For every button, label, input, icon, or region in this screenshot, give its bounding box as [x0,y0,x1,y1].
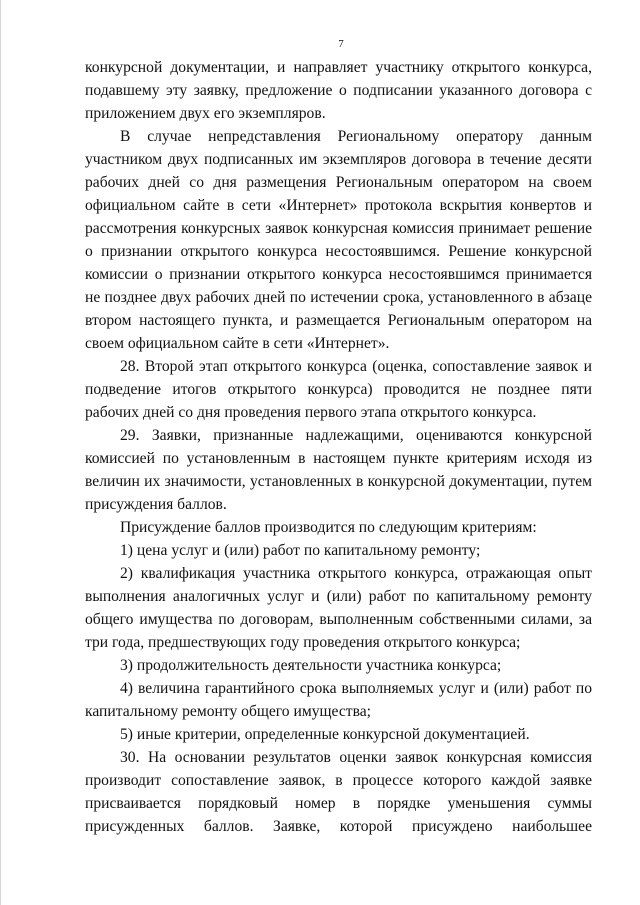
document-body [85,56,592,838]
criterion-1: 1) цена услуг и (или) работ по капитальному ремонту; [120,542,481,559]
paragraph-non-submission: В случае непредставления Региональному оператору данным участником двух подписанных им экземпляров договора в течение десяти рабочих дней со дня размещения Региональным оператором на своем официальном сайте в сети «Интернет» протокола вскрытия конвертов и рассмотрения конкурсных заявок конкурсная комиссия принимает решение о признании открытого конкурса несостоявшимся. Решение конкурсной комиссии о признании открытого конкурса несостоявшимся принимается не позднее двух рабочих дней по истечении срока, установленного в абзаце втором настоящего пункта, и размещается Региональным оператором на своем официальном сайте в сети «Интернет». [85,128,592,352]
page-number: 7 [338,38,344,50]
paragraph-criteria-intro: Присуждение баллов производится по следующим критериям: [120,519,537,536]
paragraph-item-28: 28. Второй этап открытого конкурса (оценка, сопоставление заявок и подведение итогов открытого конкурса) проводится не позднее пяти рабочих дней со дня проведения первого этапа открытого конкурса. [85,358,592,421]
paragraph-continuation: конкурсной документации, и направляет участнику открытого конкурса, подавшему эту заявку, предложение о подписании указанного договора с приложением двух его экземпляров. [85,59,592,122]
paragraph-item-30: 30. На основании результатов оценки заявок конкурсная комиссия производит сопоставление заявок, в процессе которого каждой заявке присваивается порядковый номер в порядке уменьшения суммы присужденных баллов. Заявке, которой присуждено наибольшее [85,749,592,835]
criterion-3: 3) продолжительность деятельности участника конкурса; [120,657,502,674]
paragraph-item-29: 29. Заявки, признанные надлежащими, оцениваются конкурсной комиссией по установленным в настоящем пункте критериям исходя из величин их значимости, установленных в конкурсной документации, путем присуждения баллов. [85,427,592,513]
criterion-5: 5) иные критерии, определенные конкурсной документацией. [120,726,530,743]
criterion-2: 2) квалификация участника открытого конкурса, отражающая опыт выполнения аналогичных услуг и (или) работ по капитальному ремонту общего имущества по договорам, выполненным собственными силами, за три года, предшествующих году проведения открытого конкурса; [85,565,592,651]
criterion-4: 4) величина гарантийного срока выполняемых услуг и (или) работ по капитальному ремонту общего имущества; [85,680,592,720]
